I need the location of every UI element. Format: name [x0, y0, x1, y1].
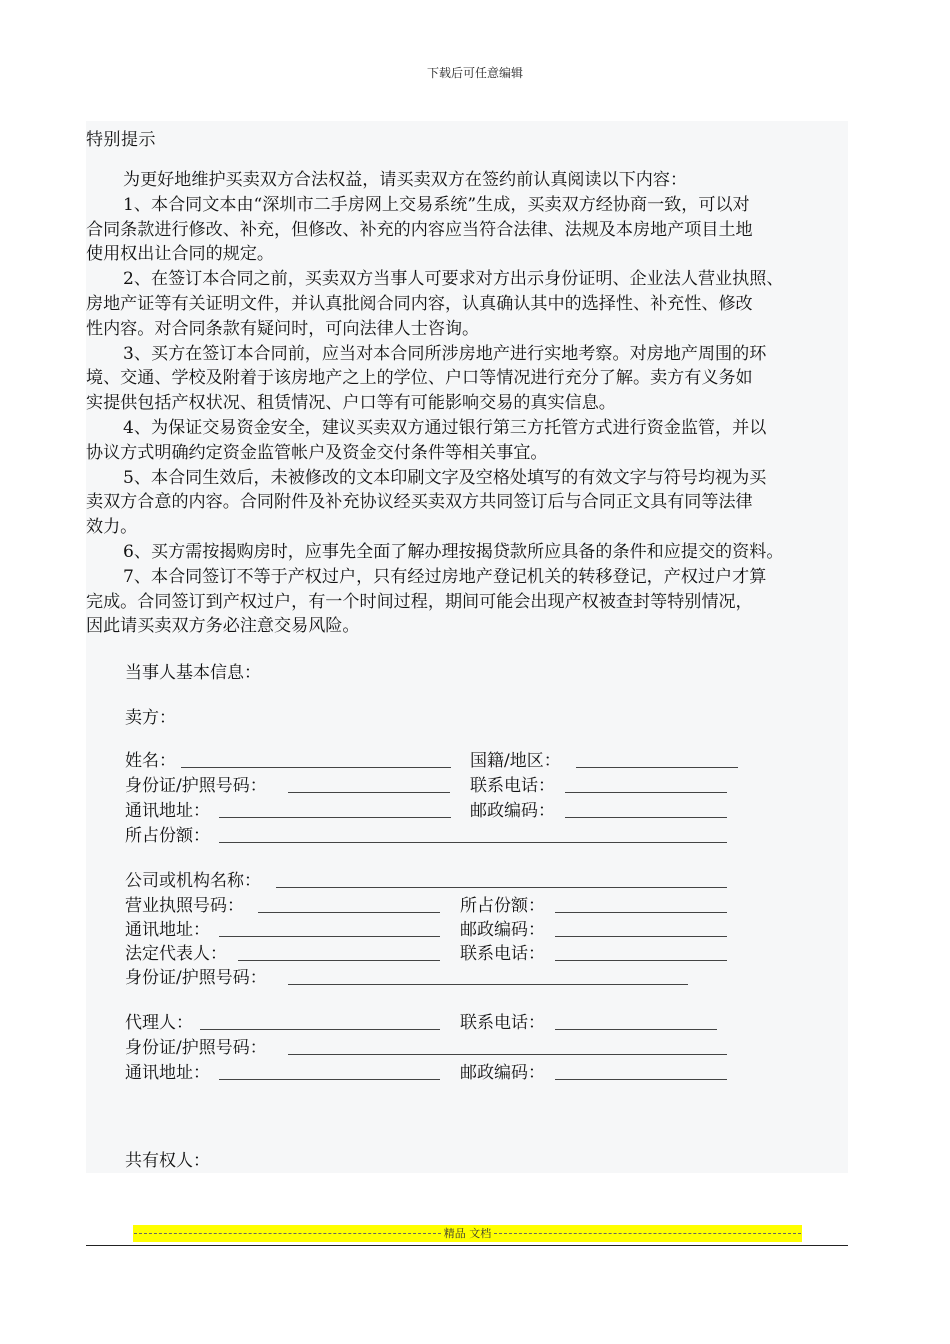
seller-address-field[interactable] [219, 817, 451, 818]
agent-postcode-field[interactable] [555, 1079, 727, 1080]
parties-title: 当事人基本信息： [125, 663, 261, 683]
footer-banner [133, 1225, 802, 1242]
footer-dash-right [494, 1233, 801, 1234]
agent-postcode-label: 邮政编码： [460, 1063, 545, 1083]
seller-nationality-label: 国籍/地区： [470, 751, 561, 771]
special-notes [86, 168, 856, 639]
notes-line: 1、本合同文本由“深圳市二手房网上交易系统”生成，买卖双方经协商一致，可以对 [123, 194, 750, 215]
notes-line: 卖双方合意的内容。合同附件及补充协议经买卖双方共同签订后与合同正文具有同等法律 [86, 492, 753, 513]
seller-name-field[interactable] [181, 767, 451, 768]
agent-label: 代理人： [125, 1013, 193, 1033]
notes-line: 7、本合同签订不等于产权过户，只有经过房地产登记机关的转移登记，产权过户才算 [123, 566, 767, 587]
notes-line: 协议方式明确约定资金监管帐户及资金交付条件等相关事宜。 [86, 442, 548, 463]
footer-rule [86, 1245, 848, 1246]
co-owner-title: 共有权人： [125, 1151, 210, 1171]
notes-line: 效力。 [86, 517, 138, 538]
page-title: 特别提示 [86, 130, 156, 150]
seller-phone-label: 联系电话： [470, 776, 555, 796]
notes-line: 性内容。对合同条款有疑问时，可向法律人士咨询。 [86, 318, 480, 339]
agent-address-field[interactable] [219, 1079, 440, 1080]
notes-line: 完成。合同签订到产权过户，有一个时间过程，期间可能会出现产权被查封等特别情况， [86, 591, 753, 612]
company-address-field[interactable] [219, 936, 440, 937]
company-share-field[interactable] [555, 912, 727, 913]
agent-address-label: 通讯地址： [125, 1063, 210, 1083]
agent-phone-field[interactable] [555, 1029, 717, 1030]
company-postcode-label: 邮政编码： [460, 920, 545, 940]
notes-line: 实提供包括产权状况、租赁情况、户口等有可能影响交易的真实信息。 [86, 393, 616, 414]
company-phone-label: 联系电话： [460, 944, 545, 964]
seller-address-label: 通讯地址： [125, 801, 210, 821]
notes-line: 4、为保证交易资金安全，建议买卖双方通过银行第三方托管方式进行资金监管，并以 [123, 417, 767, 438]
notes-line: 3、买方在签订本合同前，应当对本合同所涉房地产进行实地考察。对房地产周围的环 [123, 343, 767, 364]
document-body [86, 121, 848, 1173]
download-note: 下载后可任意编辑 [426, 66, 523, 80]
seller-id-field[interactable] [288, 792, 450, 793]
agent-id-label: 身份证/护照号码： [125, 1038, 267, 1058]
seller-title: 卖方： [125, 708, 176, 728]
notes-line: 合同条款进行修改、补充，但修改、补充的内容应当符合法律、法规及本房地产项目土地 [86, 219, 753, 240]
company-postcode-field[interactable] [555, 936, 727, 937]
seller-share-label: 所占份额： [125, 826, 210, 846]
seller-share-field[interactable] [219, 842, 727, 843]
seller-postcode-field[interactable] [565, 817, 727, 818]
notes-line: 5、本合同生效后，未被修改的文本印刷文字及空格处填写的有效文字与符号均视为买 [123, 467, 767, 488]
legal-rep-label: 法定代表人： [125, 944, 227, 964]
company-id-field[interactable] [288, 984, 688, 985]
footer-dash-left [134, 1233, 441, 1234]
company-license-label: 营业执照号码： [125, 896, 244, 916]
company-name-label: 公司或机构名称： [125, 871, 261, 891]
company-address-label: 通讯地址： [125, 920, 210, 940]
notes-line: 因此请买卖双方务必注意交易风险。 [86, 616, 360, 637]
agent-phone-label: 联系电话： [460, 1013, 545, 1033]
company-id-label: 身份证/护照号码： [125, 968, 267, 988]
company-share-label: 所占份额： [460, 896, 545, 916]
notes-line: 境、交通、学校及附着于该房地产之上的学位、户口等情况进行充分了解。卖方有义务如 [86, 368, 753, 389]
seller-postcode-label: 邮政编码： [470, 801, 555, 821]
agent-field[interactable] [200, 1029, 440, 1030]
footer-label: 精品 文档 [443, 1227, 492, 1240]
seller-nationality-field[interactable] [576, 767, 738, 768]
seller-id-label: 身份证/护照号码： [125, 776, 267, 796]
notes-line: 为更好地维护买卖双方合法权益，请买卖双方在签约前认真阅读以下内容： [123, 170, 688, 190]
company-license-field[interactable] [258, 912, 440, 913]
company-phone-field[interactable] [555, 960, 727, 961]
seller-phone-field[interactable] [565, 792, 727, 793]
agent-id-field[interactable] [288, 1054, 727, 1055]
seller-name-label: 姓名： [125, 751, 176, 771]
company-name-field[interactable] [276, 887, 727, 888]
notes-line: 房地产证等有关证明文件，并认真批阅合同内容，认真确认其中的选择性、补充性、修改 [86, 293, 753, 314]
notes-line: 使用权出让合同的规定。 [86, 244, 275, 265]
notes-line: 2、在签订本合同之前，买卖双方当事人可要求对方出示身份证明、企业法人营业执照、 [123, 269, 784, 290]
notes-line: 6、买方需按揭购房时，应事先全面了解办理按揭贷款所应具备的条件和应提交的资料。 [123, 541, 784, 562]
legal-rep-field[interactable] [238, 960, 440, 961]
